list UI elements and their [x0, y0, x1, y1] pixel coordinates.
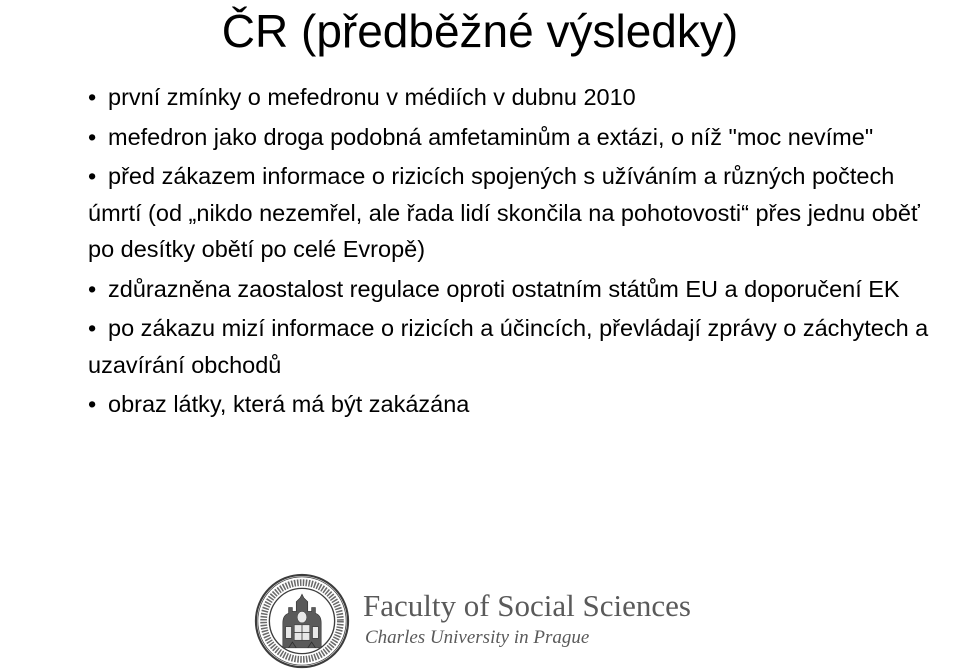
bullet-icon: •	[88, 391, 97, 417]
list-item	[88, 158, 948, 268]
bullet-list	[88, 79, 948, 426]
bullet-icon: •	[88, 84, 97, 110]
bullet-text: před zákazem informace o rizicích spojených s užíváním a různých počtech úmrtí (od „nikdo nezemřel, ale řada lidí skončila na pohotovosti“ přes jednu oběť po desítky obětí po celé Evropě)	[88, 163, 920, 262]
list-item	[88, 119, 948, 156]
faculty-logo	[0, 565, 960, 667]
bullet-icon: •	[88, 275, 97, 302]
faculty-name: Faculty of Social Sciences	[363, 588, 691, 623]
bullet-text: obraz látky, která má být zakázána	[108, 391, 470, 417]
list-item	[88, 79, 948, 116]
list-item	[88, 271, 948, 308]
faculty-wordmark	[363, 589, 883, 659]
bullet-text: zdůrazněna zaostalost regulace oproti ostatním státům EU a doporučení EK	[108, 275, 900, 302]
bullet-text: mefedron jako droga podobná amfetaminům a extázi, o níž "moc nevíme"	[108, 123, 874, 150]
bullet-icon: •	[88, 163, 97, 189]
list-item	[88, 386, 948, 423]
bullet-text: první zmínky o mefedronu v médiích v dubnu 2010	[108, 84, 636, 110]
bullet-text: po zákazu mizí informace o rizicích a účincích, převládají zprávy o záchytech a uzavírání obchodů	[88, 315, 929, 378]
slide-title: ČR (předběžné výsledky)	[221, 5, 739, 57]
university-name: Charles University in Prague	[365, 627, 590, 648]
bullet-icon: •	[88, 123, 97, 150]
list-item	[88, 310, 948, 383]
university-seal-icon	[254, 573, 350, 669]
bullet-icon: •	[88, 315, 97, 341]
